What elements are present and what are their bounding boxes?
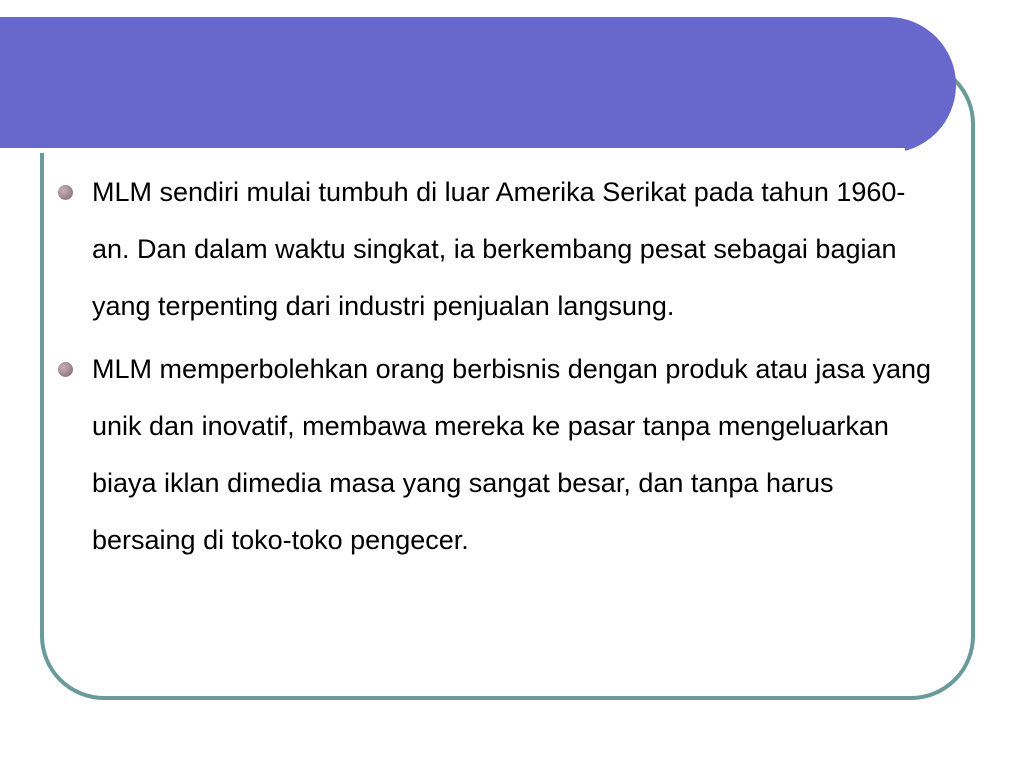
bullet-item <box>58 164 938 335</box>
bullet-text: MLM memperbolehkan orang berbisnis dengan produk atau jasa yang unik dan inovatif, membawa mereka ke pasar tanpa mengeluarkan biaya iklan dimedia masa yang sangat besar, dan tanpa harus bersaing di toko-toko pengecer. <box>92 354 932 555</box>
round-bullet-icon <box>58 362 73 377</box>
title-bar <box>0 17 956 153</box>
round-bullet-icon <box>58 185 73 200</box>
bullet-list <box>58 164 938 575</box>
bullet-text: MLM sendiri mulai tumbuh di luar Amerika Serikat pada tahun 1960-an. Dan dalam waktu singkat, ia berkembang pesat sebagai bagian yang terpenting dari industri penjualan langsung. <box>92 177 906 321</box>
title-divider <box>0 148 905 153</box>
bullet-item <box>58 341 938 569</box>
